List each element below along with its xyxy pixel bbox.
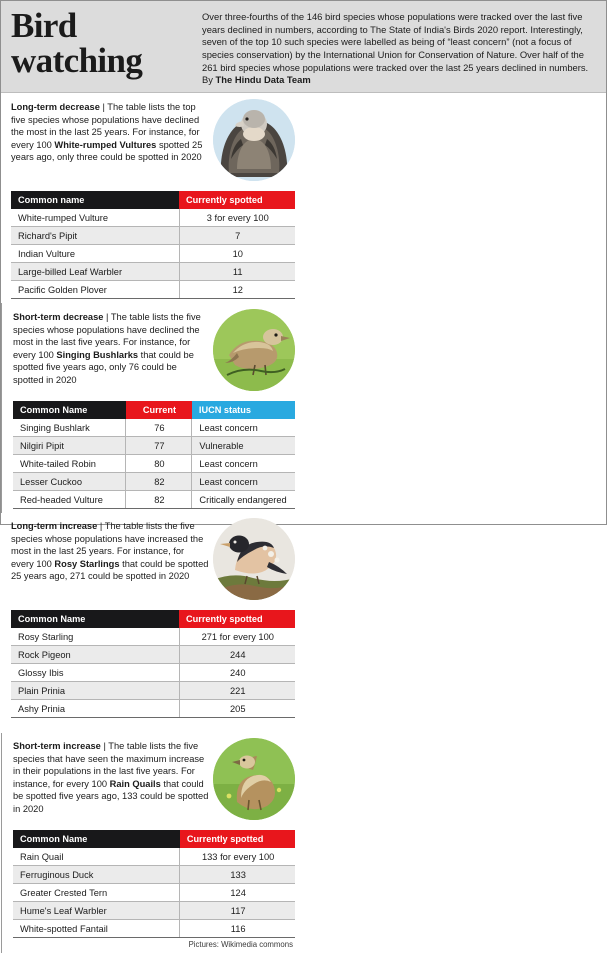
panel-separator: | (106, 312, 109, 322)
cell-value: 77 (126, 437, 192, 455)
panel-body-highlight: White-rumped Vultures (54, 139, 157, 150)
panel-blurb (13, 740, 295, 824)
column-header-currently-spotted[interactable]: Currently spotted (179, 191, 295, 209)
singing-bushlark-photo (213, 309, 295, 391)
cell-value: 133 for every 100 (180, 848, 295, 866)
table-row (11, 227, 295, 245)
cell-value: 271 for every 100 (179, 628, 295, 646)
table-row (11, 700, 295, 718)
standfirst-text: Over three-fourths of the 146 bird species whose populations were tracked over the last five years declined in numbers, according to The State of India's Birds 2020 report. Interestingly, seven of the top 10 such species were labelled as being of “least concern” (not a focus of species conservation) by the International Union for Conservation of Nature. Over half of the 261 bird species whose populations were tracked over the last 25 years declined in numbers. By (202, 11, 589, 86)
cell-species-name: Greater Crested Tern (13, 884, 180, 902)
page-title-line-2: watching (11, 40, 143, 80)
column-header-current[interactable]: Current (126, 401, 192, 419)
white-rumped-vulture-photo (213, 99, 295, 181)
cell-value: 10 (179, 245, 295, 263)
panel-body-highlight: Singing Bushlarks (56, 349, 139, 360)
panel-description (13, 311, 213, 387)
rosy-starling-photo (213, 518, 295, 600)
panel-body-after: that could be spotted five years ago, 133 could be spotted in 2020 (13, 778, 209, 814)
table-row (11, 281, 295, 299)
table-row (11, 646, 295, 664)
cell-species-name: Rock Pigeon (11, 646, 179, 664)
panel-heading: Long-term decrease (11, 102, 100, 112)
panel-description (11, 101, 213, 164)
table-row (13, 848, 295, 866)
table-short-term-decrease (13, 401, 295, 509)
cell-species-name: Red-headed Vulture (13, 491, 126, 509)
panel-short-term-increase (1, 733, 304, 953)
cell-iucn-status: Least concern (192, 419, 295, 437)
panel-body-after: that could be spotted five years ago, only 76 could be spotted in 2020 (13, 349, 194, 385)
panel-separator: | (102, 102, 105, 112)
rain-quail-photo (213, 738, 295, 820)
standfirst (196, 6, 598, 88)
panel-blurb (13, 311, 295, 395)
table-row (13, 902, 295, 920)
cell-species-name: White-tailed Robin (13, 455, 126, 473)
cell-value: 82 (126, 473, 192, 491)
panel-body-before: The table lists the five species that have seen the maximum increase in their populations in the last five years. For instance, for every 100 (13, 741, 205, 789)
table-header-row (13, 830, 295, 848)
cell-value: 221 (179, 682, 295, 700)
cell-iucn-status: Vulnerable (192, 437, 295, 455)
column-header-common-name[interactable]: Common Name (11, 610, 179, 628)
cell-value: 205 (179, 700, 295, 718)
table-row (11, 628, 295, 646)
table-row (13, 920, 295, 938)
cell-species-name: Richard's Pipit (11, 227, 179, 245)
picture-credit: Pictures: Wikimedia commons (188, 940, 293, 949)
cell-iucn-status: Critically endangered (192, 491, 295, 509)
cell-species-name: Hume's Leaf Warbler (13, 902, 180, 920)
panel-heading: Long-term increase (11, 521, 98, 531)
column-header-currently-spotted[interactable]: Currently spotted (179, 610, 295, 628)
table-body (13, 848, 295, 938)
table-row (13, 866, 295, 884)
page-title (11, 6, 196, 88)
table-body (11, 209, 295, 299)
panel-heading: Short-term increase (13, 741, 101, 751)
quail-illustration (213, 738, 295, 820)
cell-value: 80 (126, 455, 192, 473)
table-row (13, 455, 295, 473)
table-row (11, 664, 295, 682)
cell-value: 124 (180, 884, 295, 902)
cell-species-name: White-spotted Fantail (13, 920, 180, 938)
cell-value: 3 for every 100 (179, 209, 295, 227)
panel-separator: | (103, 741, 106, 751)
cell-species-name: Pacific Golden Plover (11, 281, 179, 299)
cell-value: 133 (180, 866, 295, 884)
cell-species-name: Nilgiri Pipit (13, 437, 126, 455)
bushlark-illustration (213, 309, 295, 391)
column-header-common-name[interactable]: Common Name (13, 401, 126, 419)
cell-species-name: Indian Vulture (11, 245, 179, 263)
cell-species-name: Ashy Prinia (11, 700, 179, 718)
table-body (13, 419, 295, 509)
cell-species-name: Glossy Ibis (11, 664, 179, 682)
table-row (13, 884, 295, 902)
cell-species-name: Ferruginous Duck (13, 866, 180, 884)
panel-body-before: The table lists the five species whose populations have increased the most in the last 25 years. For instance, for every 100 (11, 521, 204, 569)
cell-species-name: Plain Prinia (11, 682, 179, 700)
page-title-line-1: Bird (11, 6, 77, 45)
table-row (11, 682, 295, 700)
cell-iucn-status: Least concern (192, 455, 295, 473)
cell-species-name: White-rumped Vulture (11, 209, 179, 227)
panel-blurb (11, 101, 295, 185)
table-long-term-decrease (11, 191, 295, 299)
panel-body-highlight: Rosy Starlings (54, 558, 120, 569)
vulture-illustration (213, 99, 295, 181)
panel-body-after: spotted 25 years ago, only three could be spotted in 2020 (11, 139, 203, 163)
table-header-row (11, 191, 295, 209)
table-header-row (11, 610, 295, 628)
cell-value: 82 (126, 491, 192, 509)
byline: The Hindu Data Team (215, 74, 311, 86)
table-short-term-increase (13, 830, 295, 938)
cell-value: 7 (179, 227, 295, 245)
cell-iucn-status: Least concern (192, 473, 295, 491)
panel-grid (1, 93, 606, 953)
panel-description (13, 740, 213, 816)
cell-value: 12 (179, 281, 295, 299)
starling-illustration (213, 518, 295, 600)
panel-description (11, 520, 213, 583)
masthead (1, 1, 606, 93)
cell-value: 244 (179, 646, 295, 664)
cell-species-name: Lesser Cuckoo (13, 473, 126, 491)
panel-blurb (11, 520, 295, 604)
table-header (11, 610, 295, 628)
panel-heading: Short-term decrease (13, 312, 104, 322)
table-row (13, 491, 295, 509)
table-header (13, 401, 295, 419)
cell-value: 116 (180, 920, 295, 938)
panel-long-term-decrease (1, 93, 304, 303)
cell-value: 117 (180, 902, 295, 920)
cell-species-name: Large-billed Leaf Warbler (11, 263, 179, 281)
column-header-currently-spotted[interactable]: Currently spotted (180, 830, 295, 848)
cell-species-name: Rain Quail (13, 848, 180, 866)
table-header (13, 830, 295, 848)
table-row (13, 437, 295, 455)
column-header-common-name[interactable]: Common name (11, 191, 179, 209)
table-row (11, 263, 295, 281)
column-header-common-name[interactable]: Common Name (13, 830, 180, 848)
cell-value: 76 (126, 419, 192, 437)
table-long-term-increase (11, 610, 295, 718)
panel-body-before: The table lists the five species whose populations have declined the most in the last five years. For instance, for every 100 (13, 312, 201, 360)
panel-long-term-increase (1, 513, 304, 733)
panel-body-before: The table lists the top five species whose populations have declined the most in the last 25 years. For instance, for every 100 (11, 102, 200, 150)
cell-value: 11 (179, 263, 295, 281)
cell-species-name: Singing Bushlark (13, 419, 126, 437)
cell-value: 240 (179, 664, 295, 682)
table-row (13, 473, 295, 491)
table-header-row (13, 401, 295, 419)
column-header-iucn-status[interactable]: IUCN status (192, 401, 295, 419)
cell-species-name: Rosy Starling (11, 628, 179, 646)
table-header (11, 191, 295, 209)
table-row (11, 245, 295, 263)
table-row (13, 419, 295, 437)
panel-separator: | (99, 521, 103, 531)
table-row (11, 209, 295, 227)
table-body (11, 628, 295, 718)
panel-body-after: that could be spotted 25 years ago, 271 could be spotted in 2020 (11, 558, 209, 582)
panel-short-term-decrease (1, 303, 304, 513)
panel-body-highlight: Rain Quails (109, 778, 161, 789)
